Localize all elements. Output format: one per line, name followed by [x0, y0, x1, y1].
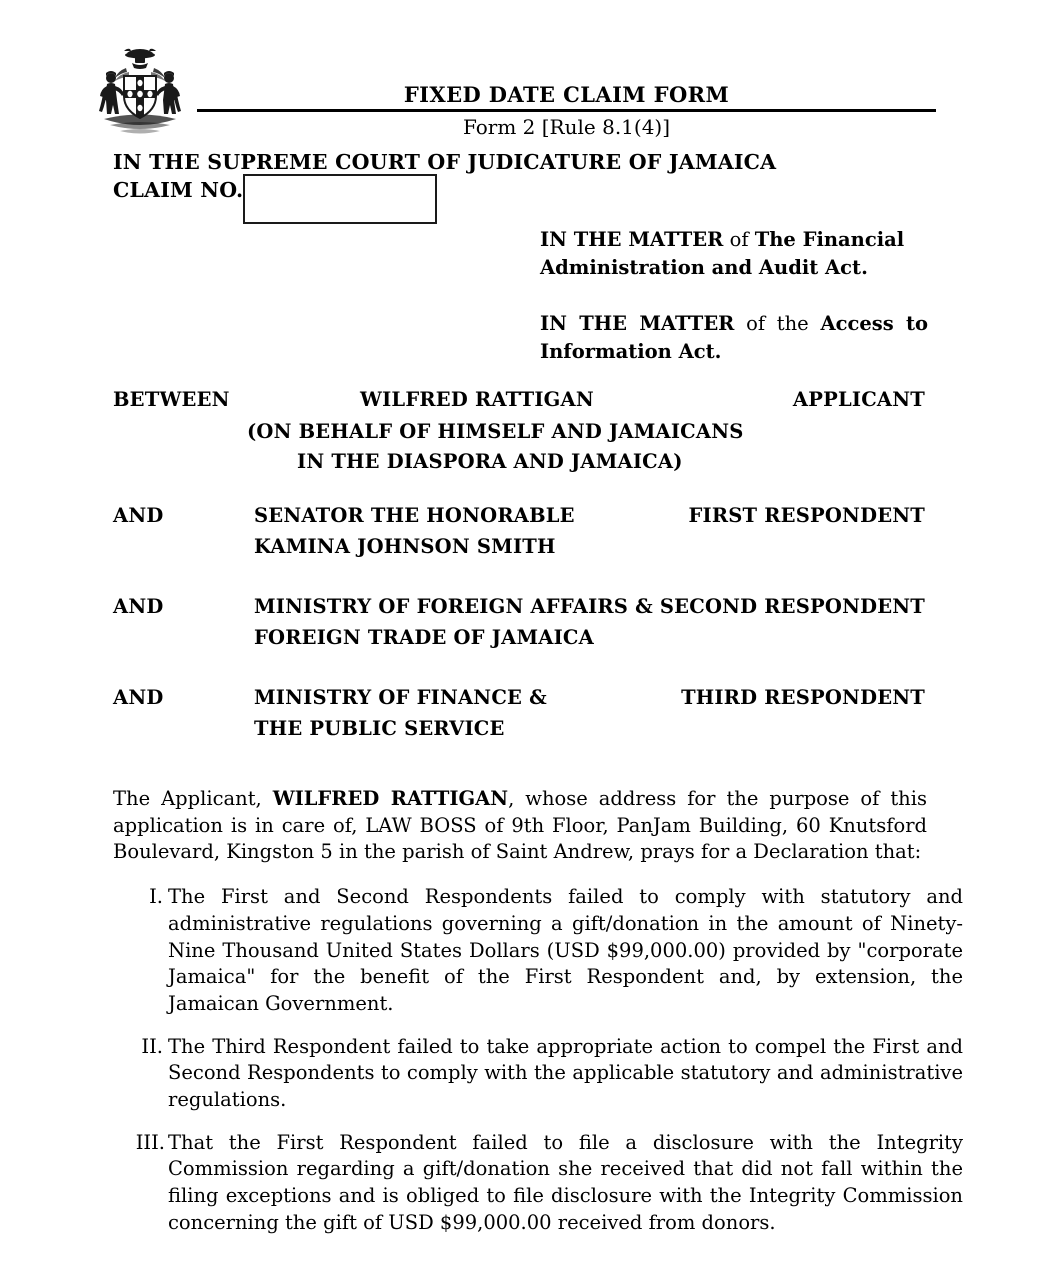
- lead-after: , whose address for the purpose of this application is in care of, LAW BOSS of 9th Floor, PanJam Building, 60 Knutsford Boulevard, Kingston 5 in the parish of Saint Andrew, prays for a Declaration that:: [113, 787, 927, 864]
- party-role: THIRD RESPONDENT: [681, 686, 925, 709]
- party-name-line-2: FOREIGN TRADE OF JAMAICA: [254, 626, 594, 649]
- party-name: WILFRED RATTIGAN: [360, 388, 594, 411]
- page-title: FIXED DATE CLAIM FORM: [403, 82, 730, 107]
- matter-first-subject: The Financial Administration and Audit Act.: [540, 228, 905, 280]
- party-name-line-2: KAMINA JOHNSON SMITH: [254, 535, 556, 558]
- list-item-text: The First and Second Respondents failed to comply with statutory and administrative regulations governing a gift/donation in the amount of Ninety-Nine Thousand United States Dollars (USD $99,000.00) provided by "corporate Jamaica" for the benefit of the First Respondent and, by extension, the Jamaican Government.: [168, 885, 963, 1015]
- title-block: [197, 84, 936, 138]
- declaration-list: [113, 884, 963, 1236]
- list-item-text: That the First Respondent failed to file a disclosure with the Integrity Commission regarding a gift/donation she received that did not fall within the filing exceptions and is obliged to file disclosure with the Integrity Commission concerning the gift of USD $99,000.00 received from donors.: [168, 1130, 963, 1234]
- matter-second-connector: of the: [734, 311, 821, 335]
- lead-before: The Applicant,: [113, 787, 273, 810]
- party-relation: BETWEEN: [113, 388, 230, 411]
- jamaica-coat-of-arms-icon: [96, 46, 184, 138]
- party-name-line-2: THE PUBLIC SERVICE: [254, 717, 505, 740]
- list-item: [129, 1034, 963, 1114]
- matter-first: [540, 226, 928, 283]
- list-item-numeral: III.: [135, 1130, 165, 1154]
- matter-second-subject: Access to Information Act.: [540, 311, 928, 363]
- party-relation: AND: [113, 686, 164, 709]
- party-name-line-1: MINISTRY OF FOREIGN AFFAIRS &: [254, 595, 653, 618]
- party-role: APPLICANT: [792, 388, 925, 411]
- form-subtitle: Form 2 [Rule 8.1(4)]: [462, 115, 671, 140]
- party-relation: AND: [113, 595, 164, 618]
- matter-second: [540, 310, 928, 367]
- party-role: FIRST RESPONDENT: [688, 504, 925, 527]
- lead-applicant-name: WILFRED RATTIGAN: [272, 787, 509, 810]
- court-heading: IN THE SUPREME COURT OF JUDICATURE OF JAMAICA: [113, 150, 777, 174]
- list-item-numeral: I.: [149, 885, 163, 909]
- list-item: [129, 1130, 963, 1237]
- body-block: [113, 786, 963, 1237]
- party-name-line-1: SENATOR THE HONORABLE: [254, 504, 575, 527]
- party-name-line-1: MINISTRY OF FINANCE &: [254, 686, 547, 709]
- claim-no-label: CLAIM NO.: [113, 178, 244, 202]
- matter-second-lead: IN THE MATTER: [540, 311, 735, 335]
- title-divider: [197, 109, 936, 112]
- document-header: [96, 46, 936, 146]
- list-item-numeral: II.: [141, 1034, 163, 1058]
- party-role: SECOND RESPONDENT: [659, 595, 925, 618]
- claim-no-input[interactable]: [243, 174, 437, 224]
- list-item-text: The Third Respondent failed to take appropriate action to compel the First and Second Respondents to comply with the applicable statutory and administrative regulations.: [168, 1034, 963, 1112]
- party-subtitle-line-1: (ON BEHALF OF HIMSELF AND JAMAICANS: [247, 420, 744, 443]
- matter-block: [540, 226, 928, 366]
- matter-first-lead: IN THE MATTER: [540, 228, 724, 251]
- party-relation: AND: [113, 504, 164, 527]
- party-subtitle-line-2: IN THE DIASPORA AND JAMAICA): [297, 450, 683, 473]
- matter-first-connector: of: [723, 228, 755, 251]
- lead-paragraph: [113, 786, 927, 866]
- list-item: [129, 884, 963, 1018]
